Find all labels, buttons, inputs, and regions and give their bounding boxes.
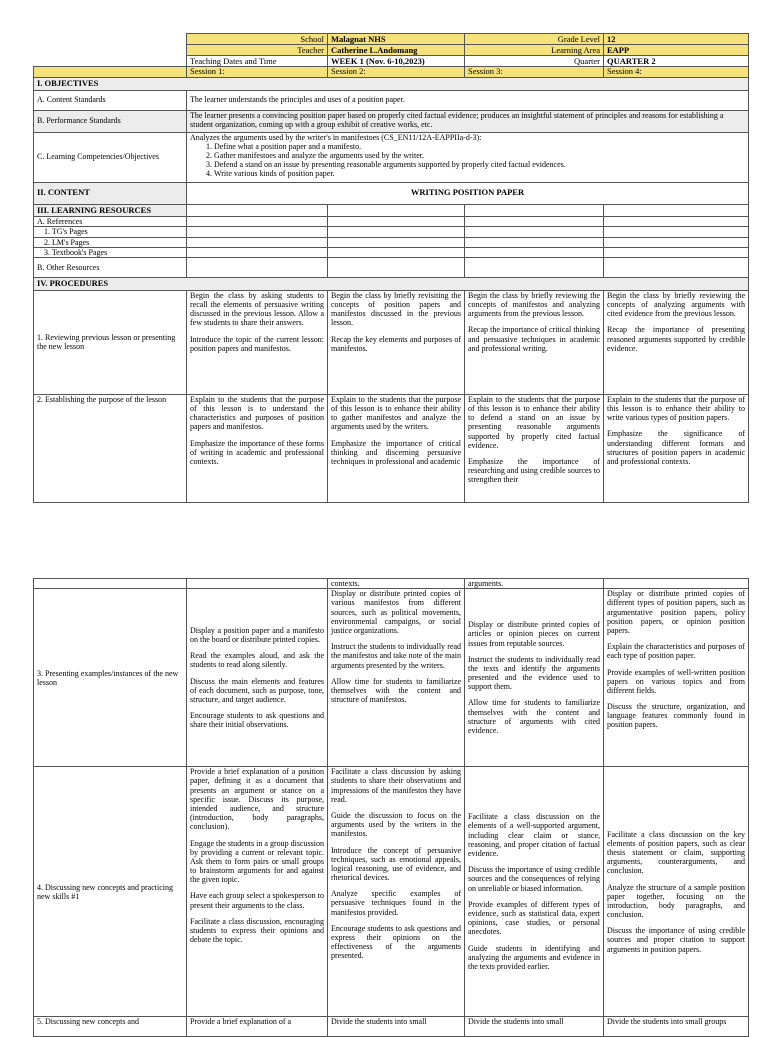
procedure-text: Display a position paper and a manifesto on the board or distribute printed copies. [190, 625, 324, 645]
procedure-cell [328, 290, 465, 394]
competency-item: 1. Define what a position paper and a manifesto. [214, 142, 745, 151]
teaching-dates-label: Teaching Dates and Time [187, 56, 328, 67]
lesson-log-table [33, 33, 749, 503]
procedures-heading: IV. PROCEDURES [34, 278, 749, 291]
performance-standards-label: B. Performance Standards [34, 110, 187, 132]
teacher-label: Teacher [187, 45, 328, 56]
procedure-text: Explain to the students that the purpose of this lesson is to understand the characteristics and purposes of position papers and manifestos. [190, 394, 324, 432]
lm-pages-label: 2. LM's Pages [34, 237, 187, 247]
procedure-text: Begin the class by briefly revisiting the concepts of position papers and manifestos discussed in the previous lesson. [331, 290, 461, 328]
learning-area-value: EAPP [604, 45, 749, 56]
session-4-header: Session 4: [604, 67, 749, 78]
procedure-text: Emphasize the importance of researching and using credible sources to strengthen their [468, 456, 600, 485]
procedure-cell [328, 394, 465, 502]
grade-level-label: Grade Level [465, 34, 604, 45]
procedure-text: Begin the class by briefly reviewing the concepts of manifestos and analyzing arguments from the previous lesson. [468, 290, 600, 319]
procedure-cell [187, 394, 328, 502]
procedure-row [34, 1017, 749, 1037]
procedure-cell [465, 767, 604, 1017]
procedure-cell [604, 394, 749, 502]
procedure-2-label: 2. Establishing the purpose of the lesson [34, 394, 187, 502]
procedure-cell [465, 394, 604, 502]
procedure-text: Facilitate a class discussion by asking students to share their observations and impressions of the manifestos they have read. [331, 767, 461, 804]
objectives-heading: I. OBJECTIVES [34, 77, 749, 90]
procedure-3-label: 3. Presenting examples/instances of the new lesson [34, 589, 187, 767]
tg-pages-label: 1. TG's Pages [34, 227, 187, 237]
competencies-label: C. Learning Competencies/Objectives [34, 132, 187, 182]
procedure-text: Facilitate a class discussion, encouraging students to express their opinions and debate the topic. [190, 916, 324, 945]
procedure-text: Instruct the students to individually read the manifestos and take note of the main arguments presented by the writers. [331, 642, 461, 670]
competencies-list [190, 142, 745, 179]
procedure-cell: Divide the students into small [328, 1017, 465, 1037]
procedure-text: Discuss the importance of using credible sources and proper citation to support arguments in position papers. [607, 926, 745, 954]
procedure-cell [187, 767, 328, 1017]
procedure-row [34, 767, 749, 1017]
other-resources-label: B. Other Resources [34, 258, 187, 278]
procedure-text: Instruct the students to individually read the texts and identify the arguments presented and the evidence used to support them. [468, 654, 600, 692]
competencies-intro: Analyzes the arguments used by the writer's in manifestoes (CS_EN11/12A-EAPPIIa-d-3): [190, 132, 482, 142]
continued-row [34, 579, 749, 589]
procedure-text: Provide a brief explanation of a position paper, defining it as a document that presents an argument or stance on a specific issue. Discuss its purpose, intended audience, and structure (introduction, body paragraphs, conclusion). [190, 767, 324, 832]
procedure-cell [604, 767, 749, 1017]
procedure-text: Guide the discussion to focus on the arguments used by the writers in the manifestos. [331, 810, 461, 839]
procedure-cell [328, 589, 465, 767]
session-1-header: Session 1: [187, 67, 328, 78]
procedure-text: Recap the importance of critical thinking and persuasive techniques in academic and professional writing. [468, 325, 600, 353]
continued-text: contexts. [328, 579, 465, 589]
competency-item: 4. Write various kinds of position paper. [214, 169, 745, 178]
quarter-label: Quarter [465, 56, 604, 67]
procedure-cell [604, 589, 749, 767]
procedure-text: Allow time for students to familiarize themselves with the content and structure of arguments with cited evidence. [468, 698, 600, 736]
procedure-text: Encourage students to ask questions and express their opinions on the effectiveness of the arguments presented. [331, 923, 461, 961]
procedure-cell [187, 589, 328, 767]
procedure-cell [465, 290, 604, 394]
procedure-text: Provide examples of different types of evidence, such as statistical data, expert opinions, case studies, or personal anecdotes. [468, 899, 600, 937]
page-two [0, 548, 768, 1027]
procedure-text: Emphasize the significance of understanding different formats and structures of position papers in academic and professional contexts. [607, 429, 745, 466]
procedure-text: Recap the key elements and purposes of manifestos. [331, 334, 461, 353]
procedure-text: Display or distribute printed copies of different types of position papers, such as argumentative position papers, policy position papers, or opinion position papers. [607, 589, 745, 635]
teaching-dates-value: WEEK 1 (Nov. 6-10,2023) [328, 56, 465, 67]
grade-level-value: 12 [604, 34, 749, 45]
content-value: WRITING POSITION PAPER [187, 182, 749, 204]
learning-area-label: Learning Area [465, 45, 604, 56]
content-standards-text: The learner understands the principles and uses of a position paper. [187, 90, 749, 110]
procedure-1-label: 1. Reviewing previous lesson or presenting the new lesson [34, 290, 187, 394]
procedure-5-label: 5. Discussing new concepts and [34, 1017, 187, 1037]
procedure-cell [328, 767, 465, 1017]
teacher-value: Catherine L.Andomang [328, 45, 465, 56]
continued-text [187, 579, 328, 589]
procedure-row [34, 290, 749, 394]
procedure-text: Facilitate a class discussion on the elements of a well-supported argument, including clear claim or stance, reasoning, and proper citation of factual evidence. [468, 812, 600, 859]
competency-item: 2. Gather manifestoes and analyze the arguments used by the writer. [214, 151, 745, 160]
quarter-value: QUARTER 2 [604, 56, 749, 67]
procedure-text: Emphasize the importance of critical thinking and discerning persuasive techniques in professional and academic [331, 438, 461, 466]
procedure-cell [465, 589, 604, 767]
session-3-header: Session 3: [465, 67, 604, 78]
performance-standards-text: The learner presents a convincing position paper based on properly cited factual evidence; produces an insightful statement of principles and reasons for establishing a student organization, coming up with a group exhibit of creative works, etc. [187, 110, 749, 132]
procedure-row [34, 589, 749, 767]
procedure-text: Engage the students in a group discussion by providing a current or relevant topic. Ask them to form pairs or small groups to brainstorm arguments for and against the given topic. [190, 838, 324, 885]
procedure-text: Begin the class by asking students to recall the elements of persuasive writing discussed in the previous lesson. Allow a few students to share their answers. [190, 290, 324, 328]
procedure-text: Introduce the topic of the current lesson: position papers and manifestos. [190, 334, 324, 353]
procedure-text: Explain to the students that the purpose of this lesson is to enhance their ability to write various types of position papers. [607, 394, 745, 423]
continued-text: arguments. [465, 579, 604, 589]
resources-heading: III. LEARNING RESOURCES [34, 204, 187, 217]
content-heading: II. CONTENT [34, 182, 187, 204]
content-standards-label: A. Content Standards [34, 90, 187, 110]
procedure-text: Introduce the concept of persuasive techniques, such as emotional appeals, logical reasoning, use of evidence, and rhetorical devices. [331, 845, 461, 883]
procedure-text: Display or distribute printed copies of various manifestos from different sources, such as political movements, environmental campaigns, or social justice organizations. [331, 589, 461, 635]
procedure-text: Emphasize the importance of these forms of writing in academic and professional contexts. [190, 438, 324, 466]
procedure-text: Provide examples of well-written position papers on various topics and from different fields. [607, 667, 745, 695]
procedure-text: Explain to the students that the purpose of this lesson is to enhance their ability to defend a stand on an issue by presenting reasonable arguments supported by properly cited factual evidence. [468, 394, 600, 450]
procedure-text: Recap the importance of presenting reasoned arguments supported by credible evidence. [607, 325, 745, 353]
procedure-text: Discuss the main elements and features of each document, such as purpose, tone, structure, and target audience. [190, 676, 324, 704]
references-label: A. References [34, 217, 187, 227]
continued-text [604, 579, 749, 589]
procedure-text: Facilitate a class discussion on the key elements of position papers, such as clear thesis statement or claim, supporting arguments, counterarguments, and conclusion. [607, 829, 745, 876]
textbook-pages-label: 3. Textbook's Pages [34, 247, 187, 257]
school-value: Malagnat NHS [328, 34, 465, 45]
procedure-text: Have each group select a spokesperson to present their arguments to the class. [190, 891, 324, 910]
competency-item: 3. Defend a stand on an issue by presenting reasonable arguments supported by properly cited factual evidences. [214, 160, 745, 169]
procedure-text: Allow time for students to familiarize themselves with the content and structure of manifestos. [331, 676, 461, 705]
procedure-text: Analyze the structure of a sample position paper together, focusing on the introduction, body paragraphs, and conclusion. [607, 882, 745, 920]
procedure-text: Explain to the students that the purpose of this lesson is to enhance their ability to gather manifestos and analyze the arguments used by the writers. [331, 394, 461, 432]
procedure-text: Analyze specific examples of persuasive techniques found in the manifestos provided. [331, 889, 461, 917]
procedure-text: Discuss the importance of using credible sources and the consequences of relying on unreliable or biased information. [468, 865, 600, 893]
procedure-cell [604, 290, 749, 394]
procedure-row [34, 394, 749, 502]
lesson-log-table-continued [33, 578, 749, 1037]
procedure-text: Discuss the structure, organization, and language features commonly found in position papers. [607, 702, 745, 730]
procedure-text: Begin the class by briefly reviewing the concepts of analyzing arguments with cited evidence from the previous lesson. [607, 290, 745, 319]
procedure-text: Explain the characteristics and purposes of each type of position paper. [607, 642, 745, 661]
school-label: School [187, 34, 328, 45]
procedure-cell: Provide a brief explanation of a [187, 1017, 328, 1037]
session-2-header: Session 2: [328, 67, 465, 78]
procedure-cell: Divide the students into small groups [604, 1017, 749, 1037]
procedure-text: Display or distribute printed copies of articles or opinion pieces on current issues from reputable sources. [468, 620, 600, 648]
procedure-cell [187, 290, 328, 394]
procedure-text: Guide students in identifying and analyzing the arguments and evidence in the texts provided earlier. [468, 943, 600, 971]
procedure-text: Read the examples aloud, and ask the students to read along silently. [190, 651, 324, 670]
competencies-cell [187, 132, 749, 182]
procedure-cell: Divide the students into small [465, 1017, 604, 1037]
procedure-text: Encourage students to ask questions and share their initial observations. [190, 711, 324, 730]
procedure-4-label: 4. Discussing new concepts and practicing new skills #1 [34, 767, 187, 1017]
